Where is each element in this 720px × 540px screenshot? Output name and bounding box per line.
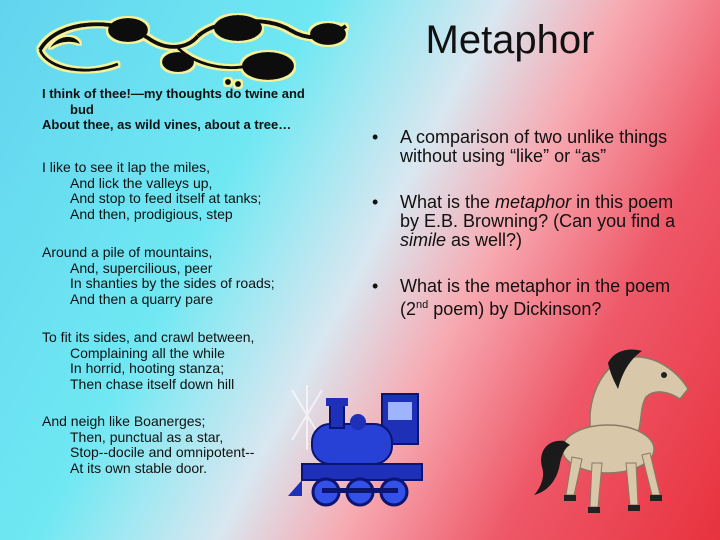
bullet-dickinson-question <box>372 277 682 319</box>
bullet-text: What is the metaphor in this poem by E.B. Browning? (Can you find a simile as well?) <box>400 192 676 250</box>
bullet-definition <box>372 128 682 166</box>
poem-line: And then a quarry pare <box>70 290 214 307</box>
slide-title: Metaphor <box>425 18 595 62</box>
poem-line: Around a pile of mountains, <box>42 244 213 260</box>
emphasis-simile: simile <box>400 230 447 250</box>
poem-line: And lick the valleys up, <box>70 174 213 191</box>
poem-line: Then, punctual as a star, <box>70 428 224 445</box>
bullet-marker: • <box>372 127 379 147</box>
locomotive-icon <box>282 380 432 520</box>
bullet-marker: • <box>372 276 379 296</box>
poem-line: And neigh like Boanerges; <box>42 413 206 429</box>
poem-line: In horrid, hooting stanza; <box>70 360 225 376</box>
poem-line: About thee, as wild vines, about a tree… <box>42 117 292 132</box>
poem-line: Then chase itself down hill <box>70 375 235 392</box>
horse-icon <box>530 345 700 520</box>
poem-line: And stop to feed itself at tanks; <box>70 190 262 206</box>
poem-line: At its own stable door. <box>70 459 207 476</box>
bullet-text: What is the metaphor in the poem (2nd poem) by Dickinson? <box>400 276 671 319</box>
dickinson-stanza-1 <box>42 160 342 222</box>
bullet-list <box>372 128 682 346</box>
bullet-text: A comparison of two unlike things without using “like” or “as” <box>400 127 668 166</box>
poem-line: And then, prodigious, step <box>70 205 233 222</box>
bullet-marker: • <box>372 192 379 212</box>
poem-line: I like to see it lap the miles, <box>42 159 211 175</box>
poem-line: I think of thee!—my thoughts do twine and <box>42 86 305 101</box>
poem-line: And, supercilious, peer <box>70 259 213 276</box>
browning-poem-excerpt <box>42 86 342 133</box>
poem-line: In shanties by the sides of roads; <box>70 275 275 291</box>
poem-line: Complaining all the while <box>70 344 225 361</box>
poem-line: bud <box>70 101 94 117</box>
bullet-browning-question <box>372 193 682 250</box>
poem-line: Stop--docile and omnipotent-- <box>70 444 255 460</box>
poem-line: To fit its sides, and crawl between, <box>42 329 255 345</box>
emphasis-metaphor: metaphor <box>495 192 572 212</box>
floral-ornament-icon <box>28 8 360 90</box>
dickinson-stanza-2 <box>42 245 342 307</box>
